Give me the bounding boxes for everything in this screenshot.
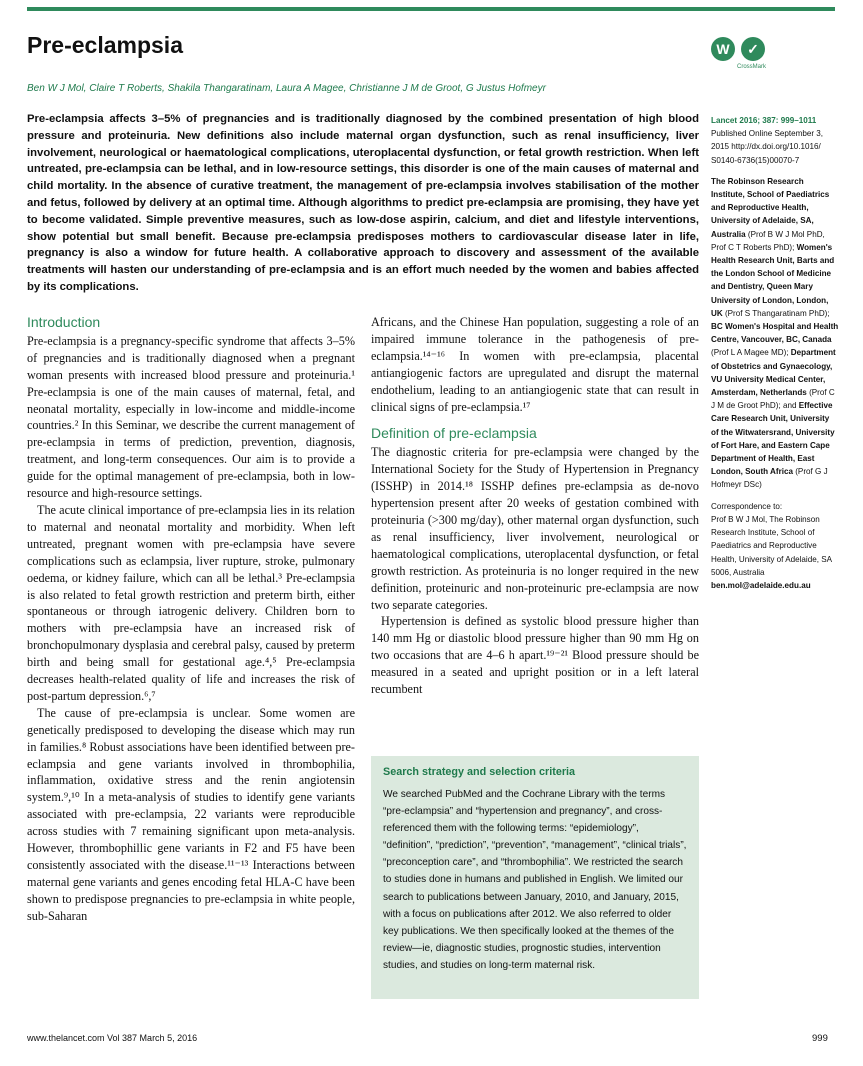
correspondence-email[interactable]: ben.mol@adelaide.edu.au — [711, 580, 811, 590]
section-heading-introduction: Introduction — [27, 314, 101, 330]
citation: Lancet 2016; 387: 999–1011 — [711, 116, 817, 125]
article-title: Pre-eclampsia — [27, 32, 183, 58]
affiliation-people: (Prof G J Hofmeyr DSc) — [711, 467, 828, 490]
affiliation-name: Department of Obstetrics and Gynaecology, VU University Medical Center, Amsterdam, Netherlands — [711, 348, 836, 398]
affiliation-people: (Prof B W J Mol PhD, Prof C T Roberts PhD); — [711, 229, 825, 252]
abstract: Pre-eclampsia affects 3–5% of pregnancies and is traditionally diagnosed by the combined presentation of high blood pressure and proteinuria. New definitions also include maternal organ dysfunction, such as renal insufficiency, liver involvement, neurological or haematological complications, uteroplacental dysfunction, or fetal growth restriction. When left untreated, pre-eclampsia can be lethal, and in low-resource settings, this disorder is one of the main causes of maternal and child mortality. In the absence of curative treatment, the management of pre-eclampsia involves stabilisation of the mother and fetus, followed by delivery at an optimal time. Although algorithms to predict pre-eclampsia are promising, they have yet to become validated. Simple preventive measures, such as low-dose aspirin, calcium, and diet and lifestyle interventions, show potential but small benefit. Because pre-eclampsia predisposes mothers to cardiovascular disease later in life, pregnancy is also a window for future health. A collaborative approach to discovery and assessment of the available treatments will hasten our understanding of pre-eclampsia and is an effort much needed by the women and babies affected by its complications. — [27, 113, 699, 293]
paragraph: The diagnostic criteria for pre-eclampsia were changed by the International Society for the Study of Hypertension in Pregnancy (ISSHP) in 2014.¹⁸ ISSHP defines pre-eclampsia as de-novo hypertension present after 20 weeks of gestation combined with proteinuria (>300 mg/day), other maternal organ dysfunction, such as renal insufficiency, liver involvement, neurological or haematological complications, uteroplacental dysfunction, or fetal growth restriction. As proteinuria is no longer required in the new definition, proteinuric and non-proteinuric pre-eclampsia are now two separate categories. — [371, 445, 699, 612]
paragraph: The cause of pre-eclampsia is unclear. Some women are genetically predisposed to developing the disease which may run in families.⁸ Robust associations have been identified between pre-eclampsia and gene variants involved in thrombophilia, inflammation, oxidative stress and the renin angiotensin system.⁹,¹⁰ In a meta-analysis of studies to identify gene variants associated with pre-eclampsia, 22 variants were reproducible across studies with 7 remaining significant upon meta-analysis. However, thrombophillic gene variants in F2 and F5 have been consistently associated with the disease.¹¹⁻¹³ Interactions between maternal gene variants and genes encoding fetal HLA-C have been shown to predispose pregnancies to pre-eclampsia in white people, sub-Saharan — [27, 705, 355, 923]
affiliation-name: BC Women's Hospital and Health Centre, Vancouver, BC, Canada — [711, 322, 839, 345]
crossmark-icon[interactable]: ✓ — [741, 37, 765, 61]
paragraph: Pre-eclampsia is a pregnancy-specific syndrome that affects 3–5% of pregnancies and is traditionally diagnosed when a pregnant woman presents with increased blood pressure and proteinuria.¹ Pre-eclampsia is one of the main causes of maternal, fetal, and neonatal mortality, especially in low-income and middle-income countries.² In this Seminar, we describe the current management of pre-eclampsia in terms of prediction, prevention, diagnosis, treatment, and long-term consequences. Our aim is to provide a guide for the optimal management of pre-eclampsia, both in low-resource and high-resource settings. — [27, 333, 355, 501]
affiliations — [711, 175, 839, 492]
w-logo-icon: W — [711, 37, 735, 61]
affiliation-people: (Prof S Thangaratinam PhD); — [724, 308, 830, 318]
body-column-right — [371, 314, 699, 698]
footer-journal-info: www.thelancet.com Vol 387 March 5, 2016 — [27, 1033, 198, 1043]
panel-body: We searched PubMed and the Cochrane Library with the terms “pre-eclampsia” and “hypertension and pregnancy”, and cross-referenced them with the following terms: “epidemiology”, “definition”, “prediction”, “prevention”, “management”, “clinical trials”, “preconception care”, and “thrombophilia”. We restricted the search to studies done in humans and published in English. We limited our search to publications between January, 2010, and January, 2015, with a focus on publications after 2012. We also referred to older key publications. We then specifically looked at the themes of the review—ie, diagnostic studies, prognostic studies, intervention studies, and studies on long-term maternal risk. — [383, 789, 687, 971]
panel-title: Search strategy and selection criteria — [383, 766, 576, 778]
paragraph: Africans, and the Chinese Han population, suggesting a role of an impaired immune tolerance in the pathogenesis of pre-eclampsia.¹⁴⁻¹⁶ In women with pre-eclampsia, placental antiangiogenic factors are upregulated and disrupt the maternal endothelium, leading to an antiangiogenic state that can result in clinical signs of pre-eclampsia.¹⁷ — [371, 315, 699, 414]
affiliation-people: (Prof L A Magee MD); — [711, 348, 789, 358]
page-number: 999 — [812, 1033, 828, 1044]
crossmark-label: CrossMark — [737, 64, 767, 70]
author-list: Ben W J Mol, Claire T Roberts, Shakila Thangaratinam, Laura A Magee, Christianne J M de Groot, G Justus Hofmeyr — [27, 83, 546, 94]
affiliation-name: Women's Health Research Unit, Barts and the London School of Medicine and Dentistry, Queen Mary University of London, London, UK — [711, 242, 835, 318]
publisher-logos — [711, 37, 771, 77]
affiliation-people: (Prof C J M de Groot PhD); and — [711, 388, 835, 411]
correspondence-address: Prof B W J Mol, The Robinson Research Institute, School of Paediatrics and Reproductive Health, University of Adelaide, SA 5006, Australia — [711, 514, 832, 577]
article-sidebar — [711, 114, 839, 592]
paragraph: Hypertension is defined as systolic blood pressure higher than 140 mm Hg or diastolic blood pressure higher than 90 mm Hg on two occasions that are 4–6 h apart.¹⁹⁻²¹ Blood pressure should be measured in a seated and upright position or in a left lateral recumbent — [371, 614, 699, 697]
top-rule — [27, 7, 835, 11]
body-column-left — [27, 314, 355, 925]
published-online: Published Online September 3, 2015 http://dx.doi.org/10.1016/ S0140-6736(15)00070-7 — [711, 129, 824, 165]
search-strategy-panel — [371, 756, 699, 999]
paragraph: The acute clinical importance of pre-eclampsia lies in its relation to maternal and neonatal mortality and morbidity. When left untreated, pregnant women with pre-eclampsia have severe complications such as eclampsia, liver rupture, stroke, pulmonary oedema, or kidney failure, which can all be lethal.³ Pre-eclampsia is also related to fetal growth restriction and preterm birth, either spontaneous or through iatrogenic delivery. Children born to mothers with pre-eclampsia have an increased risk of bronchopulmonary dysplasia and cerebral palsy, caused by preterm birth and being small for gestational age.⁴,⁵ Pre-eclampsia decreases health-related quality of life and increases the risk of post-partum depression.⁶,⁷ — [27, 502, 355, 703]
section-heading-definition: Definition of pre-eclampsia — [371, 425, 537, 442]
affiliation-name: Effective Care Research Unit, University of the Witwatersrand, University of Fort Hare, and Eastern Cape Department of Health, East London, South Africa — [711, 401, 835, 477]
affiliation-name: The Robinson Research Institute, School of Paediatrics and Reproductive Health, University of Adelaide, SA, Australia — [711, 176, 830, 239]
correspondence-label: Correspondence to: — [711, 501, 783, 511]
